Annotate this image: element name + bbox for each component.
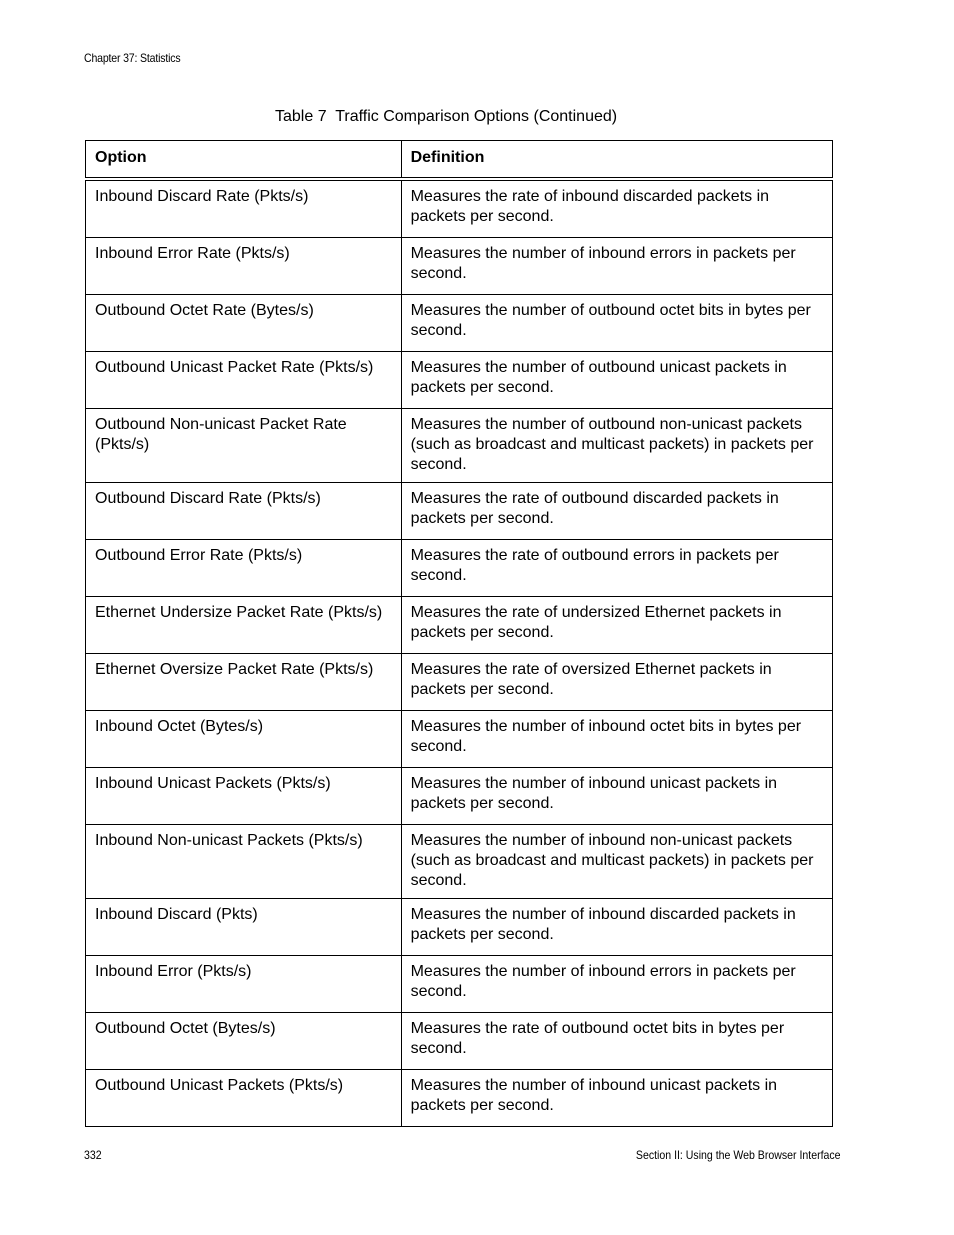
definition-cell: Measures the rate of oversized Ethernet packets in packets per second. [401,654,832,711]
table-row [86,238,833,295]
column-header-option: Option [86,141,402,180]
option-cell: Inbound Error (Pkts/s) [86,956,402,1013]
table-row [86,768,833,825]
page-number: 332 [84,1148,102,1162]
definition-cell: Measures the rate of outbound errors in packets per second. [401,540,832,597]
option-cell: Inbound Error Rate (Pkts/s) [86,238,402,295]
definition-cell: Measures the rate of inbound discarded packets in packets per second. [401,179,832,238]
table-row [86,1013,833,1070]
table-row [86,540,833,597]
definition-cell: Measures the number of inbound errors in packets per second. [401,238,832,295]
table-row [86,899,833,956]
definition-cell: Measures the rate of undersized Ethernet packets in packets per second. [401,597,832,654]
option-cell: Inbound Discard Rate (Pkts/s) [86,179,402,238]
option-cell: Ethernet Undersize Packet Rate (Pkts/s) [86,597,402,654]
table-header-row [86,141,833,180]
table-row [86,483,833,540]
definition-cell: Measures the rate of outbound octet bits in bytes per second. [401,1013,832,1070]
column-header-definition: Definition [401,141,832,180]
table-row [86,295,833,352]
table-row [86,409,833,483]
running-header: Chapter 37: Statistics [84,51,181,65]
definition-cell: Measures the number of outbound unicast packets in packets per second. [401,352,832,409]
option-cell: Inbound Discard (Pkts) [86,899,402,956]
definition-cell: Measures the number of inbound errors in packets per second. [401,956,832,1013]
table-row [86,711,833,768]
definition-cell: Measures the number of outbound octet bits in bytes per second. [401,295,832,352]
option-cell: Outbound Non-unicast Packet Rate (Pkts/s) [86,409,402,483]
option-cell: Outbound Octet Rate (Bytes/s) [86,295,402,352]
option-cell: Outbound Error Rate (Pkts/s) [86,540,402,597]
definition-cell: Measures the number of inbound non-unicast packets (such as broadcast and multicast packets) in packets per second. [401,825,832,899]
definition-cell: Measures the number of outbound non-unicast packets (such as broadcast and multicast packets) in packets per second. [401,409,832,483]
table-row [86,1070,833,1127]
definition-cell: Measures the number of inbound unicast packets in packets per second. [401,768,832,825]
options-table [85,140,833,1127]
option-cell: Outbound Unicast Packets (Pkts/s) [86,1070,402,1127]
definition-cell: Measures the number of inbound octet bits in bytes per second. [401,711,832,768]
option-cell: Inbound Unicast Packets (Pkts/s) [86,768,402,825]
table-row [86,825,833,899]
definition-cell: Measures the number of inbound unicast packets in packets per second. [401,1070,832,1127]
running-footer: Section II: Using the Web Browser Interface [636,1148,841,1162]
table-row [86,352,833,409]
table-row [86,654,833,711]
option-cell: Inbound Octet (Bytes/s) [86,711,402,768]
option-cell: Outbound Octet (Bytes/s) [86,1013,402,1070]
option-cell: Outbound Unicast Packet Rate (Pkts/s) [86,352,402,409]
option-cell: Inbound Non-unicast Packets (Pkts/s) [86,825,402,899]
table-row [86,956,833,1013]
definition-cell: Measures the number of inbound discarded packets in packets per second. [401,899,832,956]
table-row [86,179,833,238]
table-row [86,597,833,654]
option-cell: Ethernet Oversize Packet Rate (Pkts/s) [86,654,402,711]
definition-cell: Measures the rate of outbound discarded packets in packets per second. [401,483,832,540]
table-caption: Table 7 Traffic Comparison Options (Continued) [275,108,618,125]
option-cell: Outbound Discard Rate (Pkts/s) [86,483,402,540]
